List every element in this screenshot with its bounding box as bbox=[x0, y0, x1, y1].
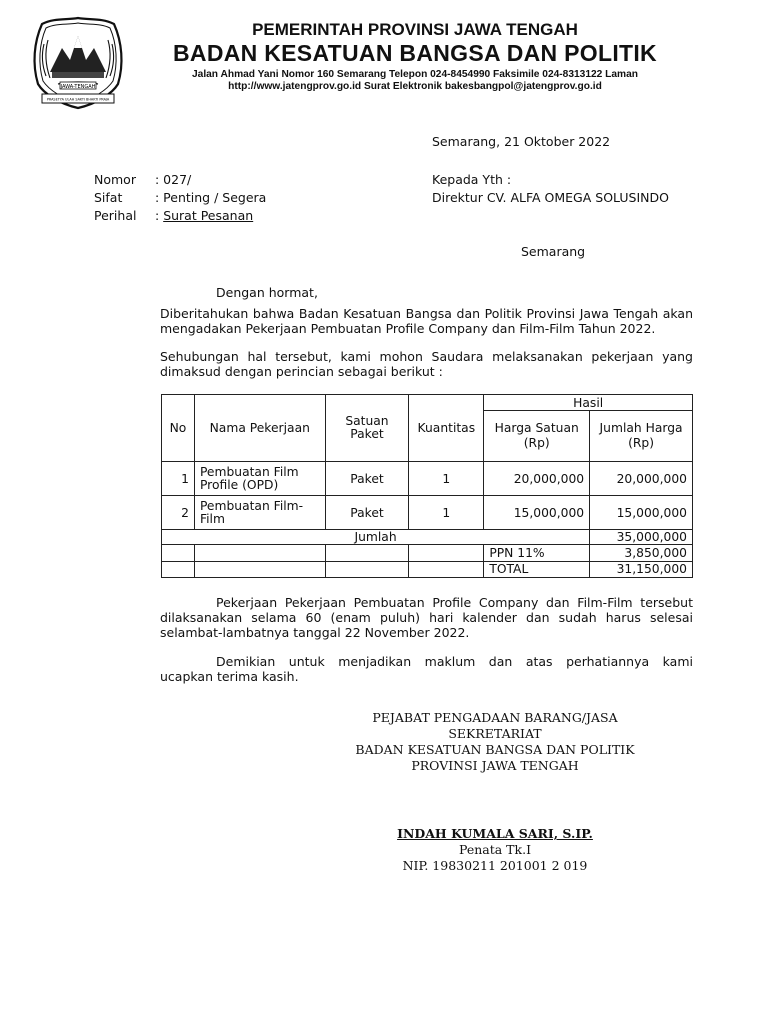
place-date: Semarang, 21 Oktober 2022 bbox=[432, 134, 611, 149]
recipient-salutation: Kepada Yth : bbox=[432, 172, 512, 187]
p2-line-1: Sehubungan hal tersebut, kami mohon Saudara melaksanakan pekerjaan yang bbox=[160, 349, 693, 364]
header-no: No bbox=[162, 395, 195, 462]
jumlah-label: Jumlah bbox=[162, 530, 590, 545]
sifat-label: Sifat bbox=[94, 190, 123, 205]
cell-no: 1 bbox=[162, 462, 195, 496]
nomor-value: : 027/ bbox=[155, 172, 192, 187]
cell-jumlah: 20,000,000 bbox=[590, 462, 693, 496]
header-satuan: Satuan Paket bbox=[325, 395, 409, 462]
cell-satuan: Paket bbox=[325, 462, 409, 496]
paragraph-4 bbox=[160, 654, 693, 684]
signature-title-1: PEJABAT PENGADAAN BARANG/JASA bbox=[372, 710, 618, 725]
table-row bbox=[162, 496, 693, 530]
signature-title-4: PROVINSI JAWA TENGAH bbox=[411, 758, 579, 773]
government-heading: PEMERINTAH PROVINSI JAWA TENGAH bbox=[252, 20, 578, 39]
cell-satuan: Paket bbox=[325, 496, 409, 530]
cell-jumlah: 15,000,000 bbox=[590, 496, 693, 530]
signatory-rank: Penata Tk.I bbox=[458, 842, 532, 857]
sifat-value: : Penting / Segera bbox=[155, 190, 267, 205]
signature-title-3: BADAN KESATUAN BANGSA DAN POLITIK bbox=[355, 742, 635, 757]
signatory-name: INDAH KUMALA SARI, S.IP. bbox=[397, 826, 593, 841]
header-nama: Nama Pekerjaan bbox=[194, 395, 325, 462]
p4-line-2: ucapkan terima kasih. bbox=[160, 669, 299, 684]
provincial-seal-logo bbox=[28, 14, 128, 112]
ppn-value: 3,850,000 bbox=[590, 545, 693, 562]
total-row bbox=[162, 562, 693, 578]
agency-contact: http://www.jatengprov.go.id Surat Elektronik bakesbangpol@jatengprov.go.id bbox=[228, 81, 602, 92]
header-jumlah-harga: Jumlah Harga (Rp) bbox=[590, 411, 693, 462]
cell-no: 2 bbox=[162, 496, 195, 530]
p3-line-3: selambat-lambatnya tanggal 22 November 2022. bbox=[160, 625, 470, 640]
signature-titles bbox=[310, 710, 680, 774]
jumlah-row bbox=[162, 530, 693, 545]
header-kuantitas: Kuantitas bbox=[409, 395, 484, 462]
recipient-name: Direktur CV. ALFA OMEGA SOLUSINDO bbox=[432, 190, 669, 205]
agency-address: Jalan Ahmad Yani Nomor 160 Semarang Telepon 024-8454990 Faksimile 024-8313122 Laman bbox=[191, 69, 639, 80]
table-row bbox=[162, 462, 693, 496]
p3-line-2: dilaksanakan selama 60 (enam puluh) hari kalender dan sudah harus selesai bbox=[160, 610, 693, 625]
perihal-value: Surat Pesanan bbox=[163, 208, 254, 223]
signatory bbox=[310, 826, 680, 874]
order-table bbox=[161, 394, 693, 578]
seal-label: JAWA-TENGAH bbox=[60, 84, 96, 90]
recipient-city: Semarang bbox=[521, 244, 586, 259]
perihal-field bbox=[155, 208, 253, 223]
total-label: TOTAL bbox=[484, 562, 590, 578]
p4-line-1: Demikian untuk menjadikan maklum dan atas perhatiannya kami bbox=[216, 654, 693, 669]
jumlah-value: 35,000,000 bbox=[590, 530, 693, 545]
cell-harga: 15,000,000 bbox=[484, 496, 590, 530]
paragraph-3 bbox=[160, 595, 693, 640]
signature-title-2: SEKRETARIAT bbox=[448, 726, 542, 741]
ppn-label: PPN 11% bbox=[484, 545, 590, 562]
greeting: Dengan hormat, bbox=[216, 285, 318, 300]
ppn-row bbox=[162, 545, 693, 562]
p1-line-1: Diberitahukan bahwa Badan Kesatuan Bangsa dan Politik Provinsi Jawa Tengah akan bbox=[160, 306, 693, 321]
header-hasil: Hasil bbox=[484, 395, 693, 411]
cell-qty: 1 bbox=[409, 462, 484, 496]
agency-heading: BADAN KESATUAN BANGSA DAN POLITIK bbox=[173, 40, 657, 66]
seal-motto: PRASETYA ULAH SAKTI BHAKTI PRAJA bbox=[46, 97, 110, 102]
perihal-label: Perihal bbox=[94, 208, 137, 223]
cell-nama: Pembuatan Film-Film bbox=[194, 496, 325, 530]
perihal-colon: : bbox=[155, 208, 164, 223]
p1-line-2: mengadakan Pekerjaan Pembuatan Profile Company dan Film-Film Tahun 2022. bbox=[160, 321, 656, 336]
paragraph-2 bbox=[160, 349, 693, 379]
cell-harga: 20,000,000 bbox=[484, 462, 590, 496]
cell-nama: Pembuatan Film Profile (OPD) bbox=[194, 462, 325, 496]
header-harga-satuan: Harga Satuan (Rp) bbox=[484, 411, 590, 462]
total-value: 31,150,000 bbox=[590, 562, 693, 578]
cell-qty: 1 bbox=[409, 496, 484, 530]
paragraph-1 bbox=[160, 306, 693, 336]
p2-line-2: dimaksud dengan perincian sebagai berikut : bbox=[160, 364, 443, 379]
nomor-label: Nomor bbox=[94, 172, 136, 187]
signatory-nip: NIP. 19830211 201001 2 019 bbox=[402, 858, 588, 873]
p3-line-1: Pekerjaan Pekerjaan Pembuatan Profile Company dan Film-Film tersebut bbox=[216, 595, 693, 610]
